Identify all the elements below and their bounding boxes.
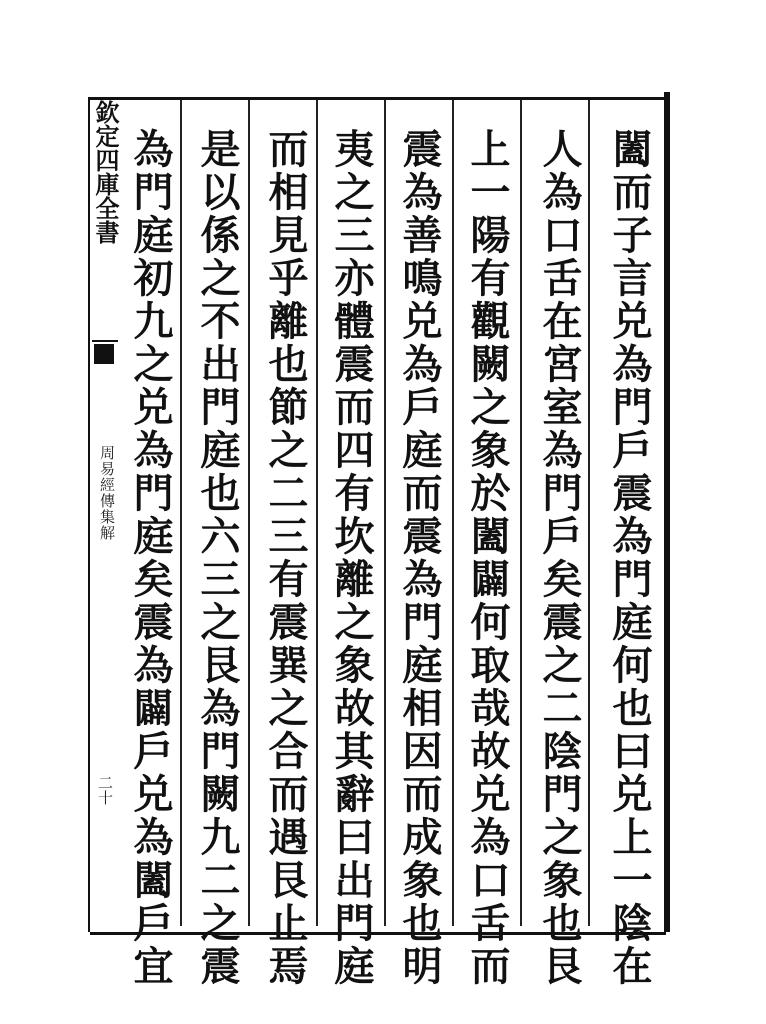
column-rule <box>316 100 318 926</box>
margin-banner: 欽定四庫全書 <box>92 100 118 342</box>
text-column-7: 是以係之不出門庭也六三之艮為門闕九二之震 <box>194 128 241 988</box>
column-rule <box>248 100 250 926</box>
column-rule <box>588 100 590 926</box>
column-rule <box>452 100 454 926</box>
column-rule <box>384 100 386 926</box>
text-column-8: 為門庭初九之兑為門庭矣震為闢戶兑為闔戶宜 <box>127 128 174 988</box>
margin-column <box>92 100 118 926</box>
text-column-2: 人為口舌在宮室為門戶矣震之二陰門之象也艮 <box>536 128 583 988</box>
frame-right-border <box>664 92 670 932</box>
text-column-6: 而相見乎離也節之二三有震巽之合而遇艮止焉 <box>262 128 309 988</box>
fish-tail-mark-icon <box>94 344 114 364</box>
text-column-1: 闔而子言兑為門戶震為門庭何也曰兑上一陰在 <box>606 128 653 988</box>
column-rule <box>520 100 522 926</box>
column-rule <box>180 100 182 926</box>
frame-left-border <box>88 97 90 932</box>
page-number: 二十 <box>96 775 114 805</box>
text-column-5: 夷之三亦體震而四有坎離之象故其辭曰出門庭 <box>328 128 375 988</box>
text-column-4: 震為善鳴兑為戶庭而震為門庭相因而成象也明 <box>396 128 443 988</box>
text-column-3: 上一陽有觀闕之象於闔闢何取哉故兑為口舌而 <box>464 128 511 988</box>
book-title: 周易經傳集解 <box>98 445 116 541</box>
